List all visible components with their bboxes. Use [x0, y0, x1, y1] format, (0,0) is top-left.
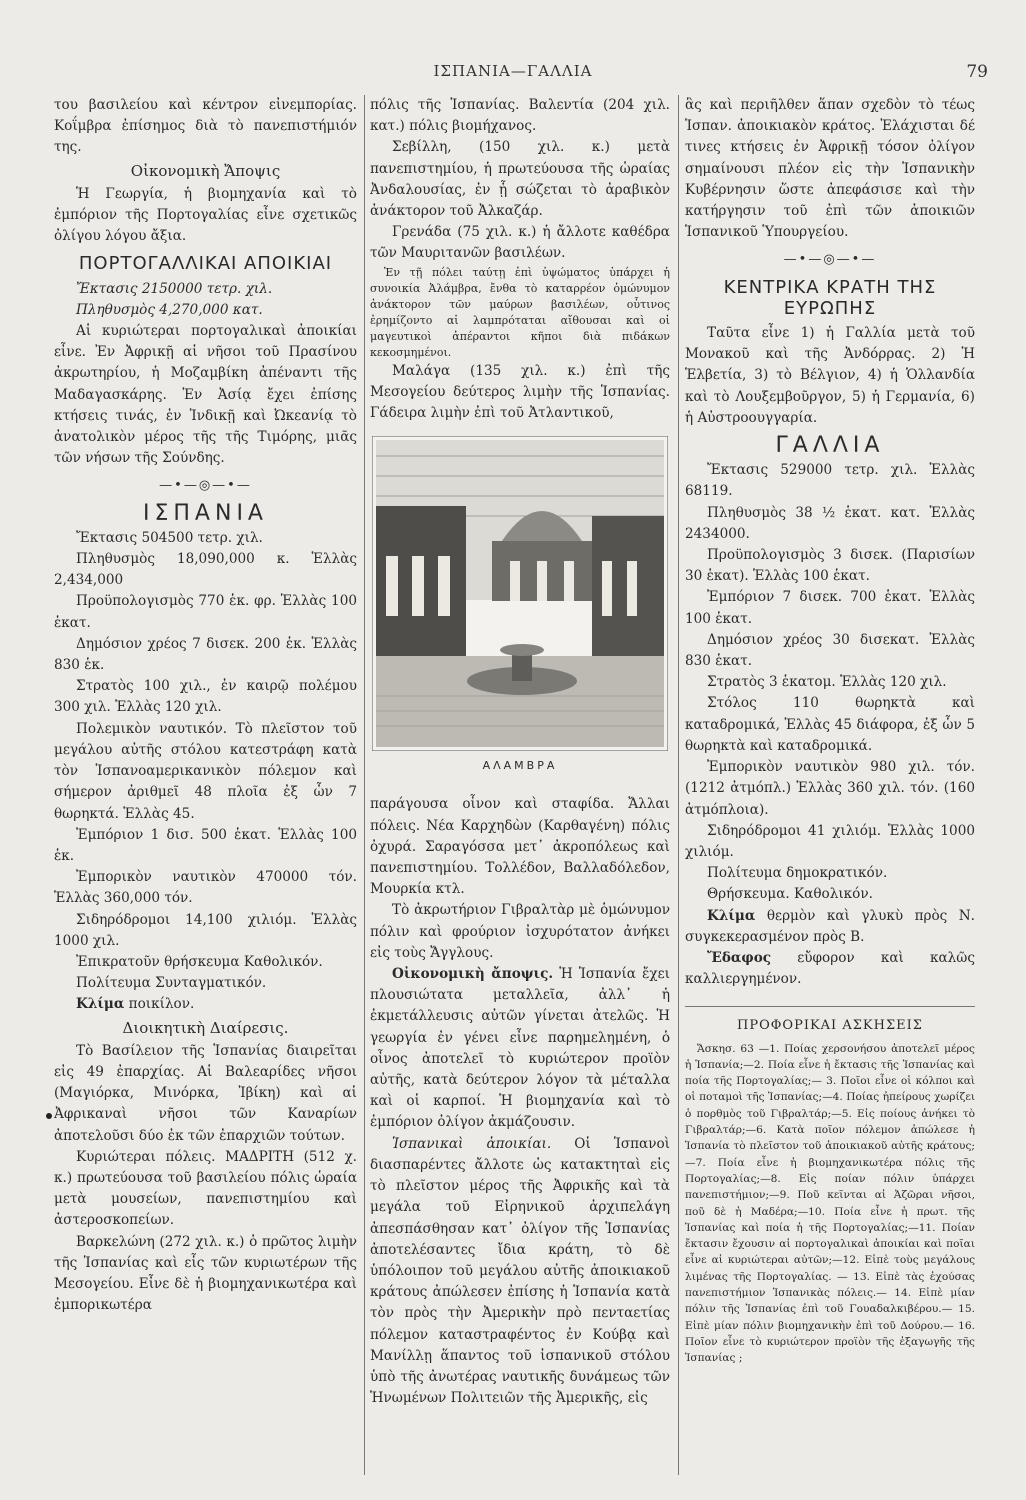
- economic-label: Οἰκονομικὴ ἄποψις.: [392, 966, 554, 983]
- paragraph: [370, 964, 670, 1134]
- paragraph: Ἡ Γεωργία, ἡ βιομηχανία καὶ τὸ ἐμπόριον τῆς Πορτογαλίας εἶνε σχετικῶς ὀλίγου λόγου ἄξια.: [54, 185, 357, 245]
- heading-oral-exercises: ΠΡΟΦΟΡΙΚΑΙ ΑΣΚΗΣΕΙΣ: [737, 1018, 923, 1034]
- stat-debt: Δημόσιον χρέος 30 δισεκατ. Ἑλλὰς 830 ἑκατ.: [685, 631, 975, 670]
- climate-value: θερμὸν καὶ γλυκὺ πρὸς Ν. συγκεκερασμένον πρὸς Β.: [685, 907, 975, 945]
- image-caption: ΑΛΑΜΒΡΑ: [482, 759, 558, 773]
- stat-trade: Ἐμπόριον 7 δισεκ. 700 ἑκατ. Ἑλλὰς 100 ἑκατ.: [685, 589, 975, 627]
- page-number: 79: [966, 62, 988, 82]
- paragraph: πόλις τῆς Ἱσπανίας. Βαλεντία (204 χιλ. κατ.) πόλις βιομήχανος.: [370, 97, 670, 135]
- soil-label: Ἔδαφος: [707, 949, 772, 966]
- heading-france: ΓΑΛΛΙΑ: [775, 433, 885, 459]
- paragraph: Τὸ ἀκρωτήριον Γιβραλτὰρ μὲ ὁμώνυμον πόλιν καὶ φρούριον ἰσχυρότατον ἀνήκει εἰς τοὺς Ἄγγλους.: [370, 902, 670, 961]
- ornament-divider: —•—◎—•—: [783, 252, 877, 268]
- stat-merchant-navy: Ἐμπορικὸν ναυτικὸν 980 χιλ. τόν. (1212 ἀτμόπλ.) Ἑλλὰς 360 χιλ. τόν. (160 ἀτμόπλοια).: [685, 759, 975, 818]
- stat-area: Ἔκτασις 2150000 τετρ. χιλ.: [76, 280, 273, 297]
- paragraph: του βασιλείου καὶ κέντρον εἰνεμπορίας. Κοΐμβρα ἐπίσημος διὰ τὸ πανεπιστήμιόν της.: [54, 97, 357, 156]
- stat-climate: [685, 906, 975, 948]
- climate-label: Κλίμα: [707, 907, 756, 924]
- stat-area: Ἔκτασις 504500 τετρ. χιλ.: [76, 529, 263, 546]
- exercises-text: Ἄσκησ. 63 —1. Ποίας χερσονήσου ἀποτελεῖ μέρος ἡ Ἱσπανία;—2. Ποία εἶνε ἡ ἔκτασις τῆς Ἱσπανίας καὶ ποία τῆς Πορτογαλίας;— 3. Ποῖοι εἶνε οἱ κόλποι καὶ οἱ ποταμοὶ τῆς Ἱσπανίας;—4. Ποίας ἠπείρους χωρίζει ὁ πορθμὸς τοῦ Γιβραλτάρ;—5. Εἰς ποίους ἀνήκει τὸ Γιβραλτάρ;—6. Κατὰ ποῖον πόλεμον ἀπώλεσε ἡ Ἱσπανία τὸ πλεῖστον τοῦ ἀποικιακοῦ αὐτῆς κράτους;—7. Ποία εἶνε ἡ βιομηχανικωτέρα πόλις τῆς Πορτογαλίας;—8. Εἰς ποίαν πόλιν ὑπάρχει πανεπιστήμιον;—9. Ποῦ κεῖνται αἱ Ἀζῶραι νῆσοι, ποῦ δὲ ἡ Μαδέρα;—10. Ποία εἶνε ἡ πρωτ. τῆς Ἱσπανίας καὶ ποία ἡ τῆς Πορτογαλίας;—11. Ποίαν ἔκτασιν ἔχουσιν αἱ πορτογαλικαὶ ἀποικίαι καὶ ποῖαι εἶνε αἱ κυριώτεραι αὐτῶν;—12. Εἰπὲ τοὺς μεγάλους λιμένας τῆς Πορτογαλίας. — 13. Εἰπὲ τὰς ἐχούσας πανεπιστήμιον Ἱσπανικὰς πόλεις.— 14. Εἰπὲ μίαν πόλιν τῆς Ἱσπανίας ἐπὶ τοῦ Γουαδαλκιβέρου.— 15. Εἰπὲ μίαν πόλιν βιομηχανικὴν ἐπὶ τοῦ Δούρου.— 16. Ποῖον εἶνε τὸ κυριώτερον προϊὸν τῆς ἐξαγωγῆς τῆς Ἱσπανίας ;: [685, 1042, 975, 1365]
- colonies-label: Ἱσπανικαὶ ἀποικίαι.: [392, 1135, 552, 1152]
- soil-value: εὔφορον καὶ καλῶς καλλιεργημένον.: [685, 949, 975, 988]
- page-header: [0, 62, 1026, 90]
- climate-label: Κλίμα: [76, 996, 125, 1013]
- small-note: Ἐν τῇ πόλει ταύτῃ ἐπὶ ὑψώματος ὑπάρχει ἡ συνοικία Ἀλάμβρα, ἔνθα τὸ καταρρέον ὁμώνυμον ἀνάκτορον τῶν μαύρων βασιλέων, οὗτινος ἐρημίζοντο αἱ λαμπρόταται αἴθουσαι καὶ οἱ μαγευτικοὶ ἀπέραντοι κῆποι διὰ πιδάκων κεκοσμημένοι.: [370, 265, 670, 359]
- paragraph: Βαρκελώνη (272 χιλ. κ.) ὁ πρῶτος λιμὴν τῆς Ἱσπανίας καὶ εἷς τῶν κυριωτέρων τῆς Μεσογείου. Εἶνε δὲ ἡ βιομηχανικωτέρα καὶ ἐμπορικωτέρα: [54, 1233, 357, 1314]
- paragraph: Μαλάγα (135 χιλ. κ.) ἐπὶ τῆς Μεσογείου δεύτερος λιμὴν τῆς Ἱσπανίας. Γάδειρα λιμὴν ἐπὶ τοῦ Ἀτλαντικοῦ,: [370, 362, 670, 422]
- economic-text: Ἡ Ἱσπανία ἔχει πλουσιώτατα μεταλλεῖα, ἀλλ᾽ ἡ ἐκμετάλλευσις αὐτῶν γίνεται ἀτελῶς. Ἡ γεωργία ἐν γένει εἶνε παρημελημένη, ὁ οἶνος ἀποτελεῖ τὸ κυριώτερον προϊὸν αὐτῆς, κατὰ δεύτερον λόγον τὰ μέταλλα καὶ οἱ καρποί. Ἡ βιομηχανία καὶ τὸ ἐμπόριον ὀλίγον ἀκμάζουσιν.: [370, 966, 670, 1131]
- paragraph: παράγουσα οἶνον καὶ σταφίδα. Ἄλλαι πόλεις. Νέα Καρχηδὼν (Καρθαγένη) πόλις ὀχυρά. Σαραγόσσα μετ᾽ ἀκροπόλεως καὶ πανεπιστημίου. Τολλέδον, Βαλλαδόλεδον, Μουρκία κτλ.: [370, 796, 670, 898]
- stat-army: Στρατὸς 100 χιλ., ἐν καιρῷ πολέμου 300 χιλ. Ἑλλὰς 120 χιλ.: [54, 678, 357, 716]
- climate-value: ποικίλον.: [128, 996, 195, 1013]
- stat-polity: Πολίτευμα δημοκρατικόν.: [707, 865, 888, 882]
- stat-soil: [685, 948, 975, 990]
- paragraph: Κυριώτεραι πόλεις. ΜΑΔΡΙΤΗ (512 χ. κ.) πρωτεύουσα τοῦ βασιλείου πόλις ὡραία μετὰ μουσείων, πανεπιστημίου καὶ ἀστεροσκοπείων.: [54, 1148, 357, 1229]
- stat-area: Ἔκτασις 529000 τετρ. χιλ. Ἑλλὰς 68119.: [685, 462, 975, 500]
- column-3: [685, 95, 975, 1470]
- stat-debt: Δημόσιον χρέος 7 δισεκ. 200 ἑκ. Ἑλλὰς 830 ἑκ.: [54, 635, 357, 674]
- stat-population: Πληθυσμὸς 38 ½ ἑκατ. κατ. Ἑλλὰς 2434000.: [685, 504, 975, 542]
- paragraph: Τὸ Βασίλειον τῆς Ἱσπανίας διαιρεῖται εἰς 49 ἐπαρχίας. Αἱ Βαλεαρίδες νῆσοι (Μαγιόρκα, Μινόρκα, Ἰβίκη) καὶ αἱ Ἀφρικαναὶ νῆσοι τῶν Καναρίων ἀποτελοῦσι δύο ἐκ τῶν ἐπαρχιῶν τούτων.: [54, 1042, 357, 1144]
- heading-central-states: ΚΕΝΤΡΙΚΑ ΚΡΑΤΗ ΤΗΣ ΕΥΡΩΠΗΣ: [723, 276, 937, 319]
- paragraph: ἃς καὶ περιῆλθεν ἅπαν σχεδὸν τὸ τέως Ἱσπαν. ἀποικιακὸν κράτος. Ἐλάχισται δέ τινες κτήσεις ἐν Ἀφρικῇ τόσον ὀλίγον σημαίνουσι πλέον εἰς τὴν Ἱσπανικὴν Κυβέρνησιν ὥστε ἀπεφάσισε καὶ τὴν κατήργησιν τοῦ ἐπὶ τῶν ἀποικιῶν Ἱσπανικοῦ Ὑπουργείου.: [685, 97, 975, 241]
- stat-merchant-navy: Ἐμπορικὸν ναυτικὸν 470000 τόν. Ἑλλὰς 360,000 τόν.: [54, 869, 357, 907]
- paragraph: Αἱ κυριώτεραι πορτογαλικαὶ ἀποικίαι εἶνε. Ἐν Ἀφρικῇ αἱ νῆσοι τοῦ Πρασίνου ἀκρωτηρίου, ἡ Μοζαμβίκη ἀπέναντι τῆς Μαδαγασκάρης. Ἐν Ἀσίᾳ ἔχει ἐπίσης κτήσεις τινάς, ἐν Ἰνδικῇ καὶ Ὠκεανίᾳ τὸ ἀνατολικὸν μέρος τῆς τῆς Τιμόρης, μιᾶς τῶν νήσων τῆς Σούνδης.: [54, 323, 357, 467]
- alhambra-engraving: [372, 436, 668, 751]
- stat-religion: Ἐπικρατοῦν θρήσκευμα Καθολικόν.: [76, 953, 323, 970]
- stat-railways: Σιδηρόδρομοι 41 χιλιόμ. Ἑλλὰς 1000 χιλιόμ.: [685, 822, 975, 860]
- stat-fleet: Στόλος 110 θωρηκτὰ καὶ καταδρομικά, Ἑλλὰς 45 διάφορα, ἐξ ὧν 5 θωρηκτὰ καὶ καταδρομικά.: [685, 695, 975, 754]
- subheading-economic-view: Οἰκονομικὴ Ἄποψις: [130, 161, 281, 180]
- stat-religion: Θρήσκευμα. Καθολικόν.: [707, 886, 873, 903]
- column-1: [54, 95, 357, 1470]
- stat-navy: Πολεμικὸν ναυτικόν. Τὸ πλεῖστον τοῦ μεγάλου αὐτῆς στόλου κατεστράφη κατὰ τὸν Ἱσπανοαμερικανικὸν πόλεμον καὶ σήμερον ἀριθμεῖ 48 πλοῖα ἐξ ὧν 7 θωρηκτά. Ἑλλὰς 45.: [54, 720, 357, 822]
- ornament-divider: —•—◎—•—: [159, 478, 252, 494]
- colonies-text: Οἱ Ἱσπανοὶ διασπαρέντες ἄλλοτε ὡς κατακτηταὶ εἰς τὸ πλεῖστον μέρος τῆς Ἀφρικῆς καὶ τὰ μεγάλα τοῦ Εἰρηνικοῦ ἀρχιπελάγη ἀπεσπάσθησαν κατ᾽ ὀλίγον τῆς Ἱσπανίας ἀποτελέσαντες ἴδια κράτη, τὸ δὲ ὑπόλοιπον τοῦ μεγάλου αὐτῆς ἀποικιακοῦ κράτους ἀπώλεσεν ἐπίσης ἡ Ἱσπανία κατὰ τὸν πρὸς τὴν Ἀμερικὴν πρὸ πενταετίας πόλεμον καταστραφέντος ἐν Κούβᾳ καὶ Μανίλλῃ ἅπαντος τοῦ ἱσπανικοῦ στόλου ὑπὸ τῆς ἀνωτέρας ναυτικῆς δυνάμεως τῶν Ἡνωμένων Πολιτειῶν τῆς Ἀμερικῆς, εἰς: [370, 1135, 670, 1407]
- paragraph: Ταῦτα εἶνε 1) ἡ Γαλλία μετὰ τοῦ Μονακοῦ καὶ τῆς Ἀνδόρρας. 2) Ἡ Ἑλβετία, 3) τὸ Βέλγιον, 4) ἡ Ὁλλανδία καὶ τὸ Λουξεμβοῦργον, 5) ἡ Γερμανία, 6) ἡ Αὐστροουγγαρία.: [685, 325, 975, 426]
- column-rule: [364, 95, 365, 1475]
- stat-army: Στρατὸς 3 ἑκατομ. Ἑλλὰς 120 χιλ.: [707, 674, 947, 691]
- margin-bullet: [46, 1113, 52, 1119]
- stat-population: Πληθυσμὸς 18,090,000 κ. Ἑλλὰς 2,434,000: [54, 551, 357, 589]
- stat-polity: Πολίτευμα Συνταγματικόν.: [76, 975, 267, 992]
- subheading-administrative: Διοικητικὴ Διαίρεσις.: [122, 1018, 289, 1037]
- column-2: [370, 95, 670, 1470]
- section-rule: [685, 1006, 975, 1007]
- paragraph: Σεβίλλη, (150 χιλ. κ.) μετὰ πανεπιστημίου, ἡ πρωτεύουσα τῆς ὡραίας Ἀνδαλουσίας, ἐν ᾗ σώζεται τὸ ἀραβικὸν ἀνάκτορον τοῦ Ἀλκαζάρ.: [370, 139, 670, 220]
- heading-portuguese-colonies: ΠΟΡΤΟΓΑΛΛΙΚΑΙ ΑΠΟΙΚΙΑΙ: [78, 253, 333, 275]
- stat-climate: [54, 994, 357, 1015]
- stat-budget: Προϋπολογισμὸς 770 ἑκ. φρ. Ἑλλὰς 100 ἑκατ.: [54, 593, 357, 631]
- column-rule: [678, 95, 679, 1475]
- running-head: ΙΣΠΑΝΙΑ—ΓΑΛΛΙΑ: [433, 62, 593, 80]
- stat-trade: Ἐμπόριον 1 δισ. 500 ἑκατ. Ἑλλὰς 100 ἑκ.: [54, 826, 357, 864]
- paragraph: [370, 1134, 670, 1410]
- stat-railways: Σιδηρόδρομοι 14,100 χιλιόμ. Ἑλλὰς 1000 χιλ.: [54, 911, 357, 949]
- stat-population: Πληθυσμὸς 4,270,000 κατ.: [76, 301, 263, 318]
- heading-spain: ΙΣΠΑΝΙΑ: [143, 500, 268, 526]
- paragraph: Γρενάδα (75 χιλ. κ.) ἡ ἄλλοτε καθέδρα τῶν Μαυριτανῶν βασιλέων.: [370, 224, 670, 262]
- stat-budget: Προϋπολογισμὸς 3 δισεκ. (Παρισίων 30 ἑκατ). Ἑλλὰς 100 ἑκατ.: [685, 547, 975, 585]
